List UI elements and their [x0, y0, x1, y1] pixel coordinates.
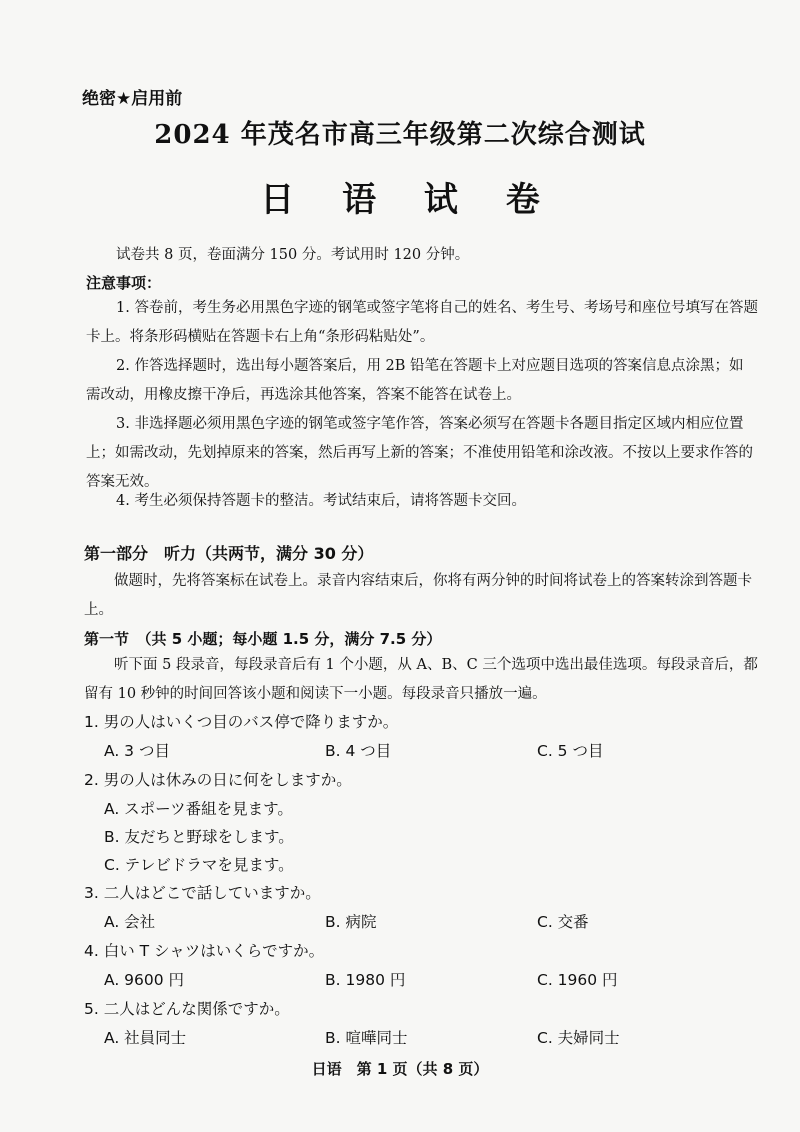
- subject-title: 日 语 试 卷: [260, 180, 558, 220]
- exam-title: 2024 年茂名市高三年级第二次综合测试: [154, 120, 646, 150]
- question-1: 1. 男の人はいくつ目のバス停で降りますか。: [84, 713, 399, 731]
- section1-title: 第一节 （共 5 小题；每小题 1.5 分，满分 7.5 分）: [84, 630, 442, 648]
- question-1-option-a: A. 3 つ目: [104, 742, 170, 760]
- question-1-option-b: B. 4 つ目: [325, 742, 392, 760]
- question-3-option-a: A. 会社: [104, 913, 156, 931]
- notice-item: 2. 作答选择题时，选出每小题答案后，用 2B 铅笔在答题卡上对应题目选项的答案信息点涂黑；如需改动，用橡皮擦干净后，再选涂其他答案，答案不能答在试卷上。: [86, 358, 744, 403]
- question-2-option-c: C. テレビドラマを見ます。: [104, 856, 294, 874]
- question-2: 2. 男の人は休みの日に何をしますか。: [84, 771, 352, 789]
- question-2-option-b: B. 友だちと野球をします。: [104, 828, 294, 846]
- question-2-option-a: A. スポーツ番組を見ます。: [104, 800, 293, 818]
- question-3-option-c: C. 交番: [537, 913, 589, 931]
- question-5-option-c: C. 夫婦同士: [537, 1029, 620, 1047]
- question-3-option-b: B. 病院: [325, 913, 377, 931]
- question-4-option-c: C. 1960 円: [537, 971, 618, 989]
- question-4-option-b: B. 1980 円: [325, 971, 406, 989]
- notice-item: 4. 考生必须保持答题卡的整洁。考试结束后，请将答题卡交回。: [116, 493, 526, 509]
- question-3: 3. 二人はどこで話していますか。: [84, 884, 321, 902]
- part1-instructions: 做题时，先将答案标在试卷上。录音内容结束后，你将有两分钟的时间将试卷上的答案转涂到答题卡上。: [84, 573, 752, 618]
- page-footer: 日语 第 1 页（共 8 页）: [311, 1060, 489, 1078]
- section1-instructions: 听下面 5 段录音，每段录音后有 1 个小题，从 A、B、C 三个选项中选出最佳选项。每段录音后，都留有 10 秒钟的时间回答该小题和阅读下一小题。每段录音只播放一遍。: [84, 657, 758, 702]
- question-5-option-b: B. 喧嘩同士: [325, 1029, 408, 1047]
- question-5-option-a: A. 社員同士: [104, 1029, 187, 1047]
- part1-title: 第一部分 听力（共两节，满分 30 分）: [84, 544, 374, 563]
- question-4: 4. 白い T シャツはいくらですか。: [84, 942, 325, 960]
- question-5: 5. 二人はどんな関係ですか。: [84, 1000, 290, 1018]
- exam-info: 试卷共 8 页，卷面满分 150 分。考试用时 120 分钟。: [116, 247, 470, 263]
- confidential-label: 绝密★启用前: [82, 89, 183, 109]
- notice-item: 3. 非选择题必须用黑色字迹的钢笔或签字笔作答，答案必须写在答题卡各题目指定区域内相应位置上；如需改动，先划掉原来的答案，然后再写上新的答案；不准使用铅笔和涂改液。不按以上要求作答的答案无效。: [86, 416, 753, 490]
- notices-title: 注意事项：: [86, 274, 162, 292]
- question-4-option-a: A. 9600 円: [104, 971, 185, 989]
- question-1-option-c: C. 5 つ目: [537, 742, 604, 760]
- notice-item: 1. 答卷前，考生务必用黑色字迹的钢笔或签字笔将自己的姓名、考生号、考场号和座位号填写在答题卡上。将条形码横贴在答题卡右上角“条形码粘贴处”。: [86, 300, 758, 345]
